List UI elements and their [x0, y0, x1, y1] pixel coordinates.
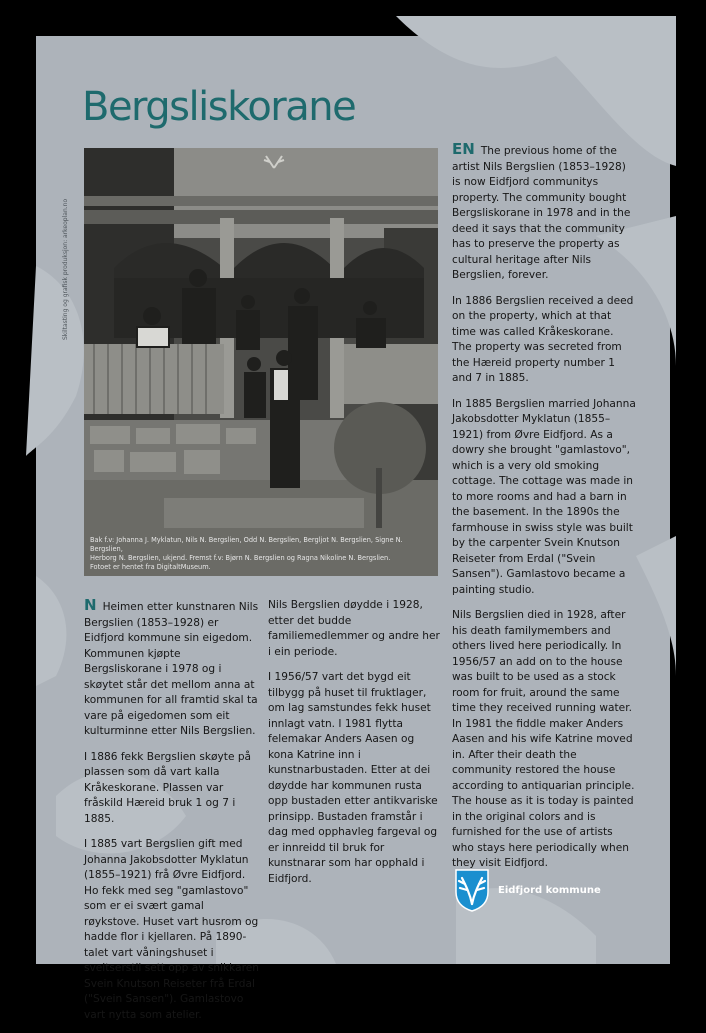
english-paragraph: Nils Bergslien died in 1928, after his death familymembers and others lived here periodically. In 1956/57 an add on to the house was built to be used as a stock room for fruit, around the same time they received running water. In 1981 the fiddle maker Anders Aasen and his wife Katrine moved in. After their death the community restored the house according to antiquarian principle. The house as it is today is painted in the original colors and is furnished for the use of artists who stays here periodically when they visit Eidfjord. [452, 609, 635, 869]
historic-family-photo [84, 148, 438, 576]
norwegian-paragraph: I 1885 vart Bergslien gift med Johanna Jakobsdotter Myklatun (1855–1921) frå Øvre Eidfjord. Ho fekk med seg "gamlastovo" som er ei svært gamal røykstove. Huset vart husrom og hadde flor i kjellaren. På 1890-talet vart våningshuset i sveitserstil sett opp av snikkaren Svein Knutson Reiseter frå Erdal ("Svein Sansen"). Gamlastovo vart nytta som atelier. [84, 838, 259, 1021]
farmhouse-porch-illustration [84, 148, 438, 576]
municipality-name: Eidfjord kommune [498, 884, 601, 896]
caption-line: Bak f.v: Johanna J. Myklatun, Nils N. Bergslien, Odd N. Bergslien, Bergljot N. Bergslien, Signe N. Bergslien, [90, 536, 403, 553]
norwegian-paragraph: Nils Bergslien døydde i 1928, etter det budde familiemedlemmer og andre her i ein periode. [268, 599, 440, 658]
norwegian-paragraph: I 1886 fekk Bergslien skøyte på plassen som då vart kalla Kråkeskorane. Plassen var fråskild Hæreid bruk 1 og 7 i 1885. [84, 750, 252, 825]
production-credit: Skiltasting og grafisk produksjon: arkeoplan.no [62, 198, 69, 340]
english-paragraph: In 1885 Bergslien married Johanna Jakobsdotter Myklatun (1855–1921) from Øvre Eidfjord. As a dowry she brought "gamlastovo", which is a very old smoking cottage. The cottage was made in to more rooms and had a barn in the basement. In the 1890s the farmhouse in swiss style was built by the carpenter Svein Knutson Reiseter from Erdal ("Svein Sansen"). Gamlastovo became a painting studio. [452, 397, 636, 596]
norwegian-paragraph: I 1956/57 vart det bygd eit tilbygg på huset til fruktlager, om lag samstundes fekk huset innlagt vatn. I 1981 flytta felemakar Anders Aasen og kona Katrine inn i kunstnarbustaden. Etter at dei døydde har kommunen rusta opp bustaden etter antikvariske prinsipp. Bustaden framstår i dag med opphavleg fargeval og er innreidd til bruk for kunstnarar som har opphald i Eidfjord. [268, 671, 438, 885]
english-column [452, 142, 636, 882]
norwegian-paragraph [84, 598, 260, 740]
english-paragraph [452, 142, 636, 284]
norwegian-paragraph-text: Heimen etter kunstnaren Nils Bergslien (1853–1928) er Eidfjord kommune sin eigedom. Kommunen kjøpte Bergsliskorane i 1978 og i skøytet står det mellom anna at kommunen for all framtid skal ta vare på eigedomen som eit kulturminne etter Nils Bergslien. [84, 601, 259, 737]
english-paragraph: In 1886 Bergslien received a deed on the property, which at that time was called Kråkeskorane. The property was secreted from the Hæreid property number 1 and 7 in 1885. [452, 294, 634, 384]
english-paragraph-text: The previous home of the artist Nils Bergslien (1853–1928) is now Eidfjord communitys property. The community bought Bergsliskorane in 1978 and in the deed it says that the community has to preserve the property as cultural heritage after Nils Bergslien, forever. [452, 145, 631, 281]
language-tag-en: EN [452, 140, 475, 158]
municipality-logo [454, 868, 601, 912]
caption-line: Herborg N. Bergslien, ukjend. Fremst f.v: Bjørn N. Bergslien og Ragna Nikoline N. Bergslien. [90, 554, 391, 562]
photo-caption [90, 536, 434, 572]
sign-panel [36, 36, 670, 1021]
norwegian-column-2 [268, 598, 440, 897]
language-tag-n: N [84, 596, 97, 614]
norwegian-column-1 [84, 598, 260, 1033]
page-title: Bergsliskorane [82, 84, 356, 130]
antler-shield-icon [454, 868, 490, 912]
caption-line: Fotoet er hentet fra DigitaltMuseum. [90, 563, 211, 571]
